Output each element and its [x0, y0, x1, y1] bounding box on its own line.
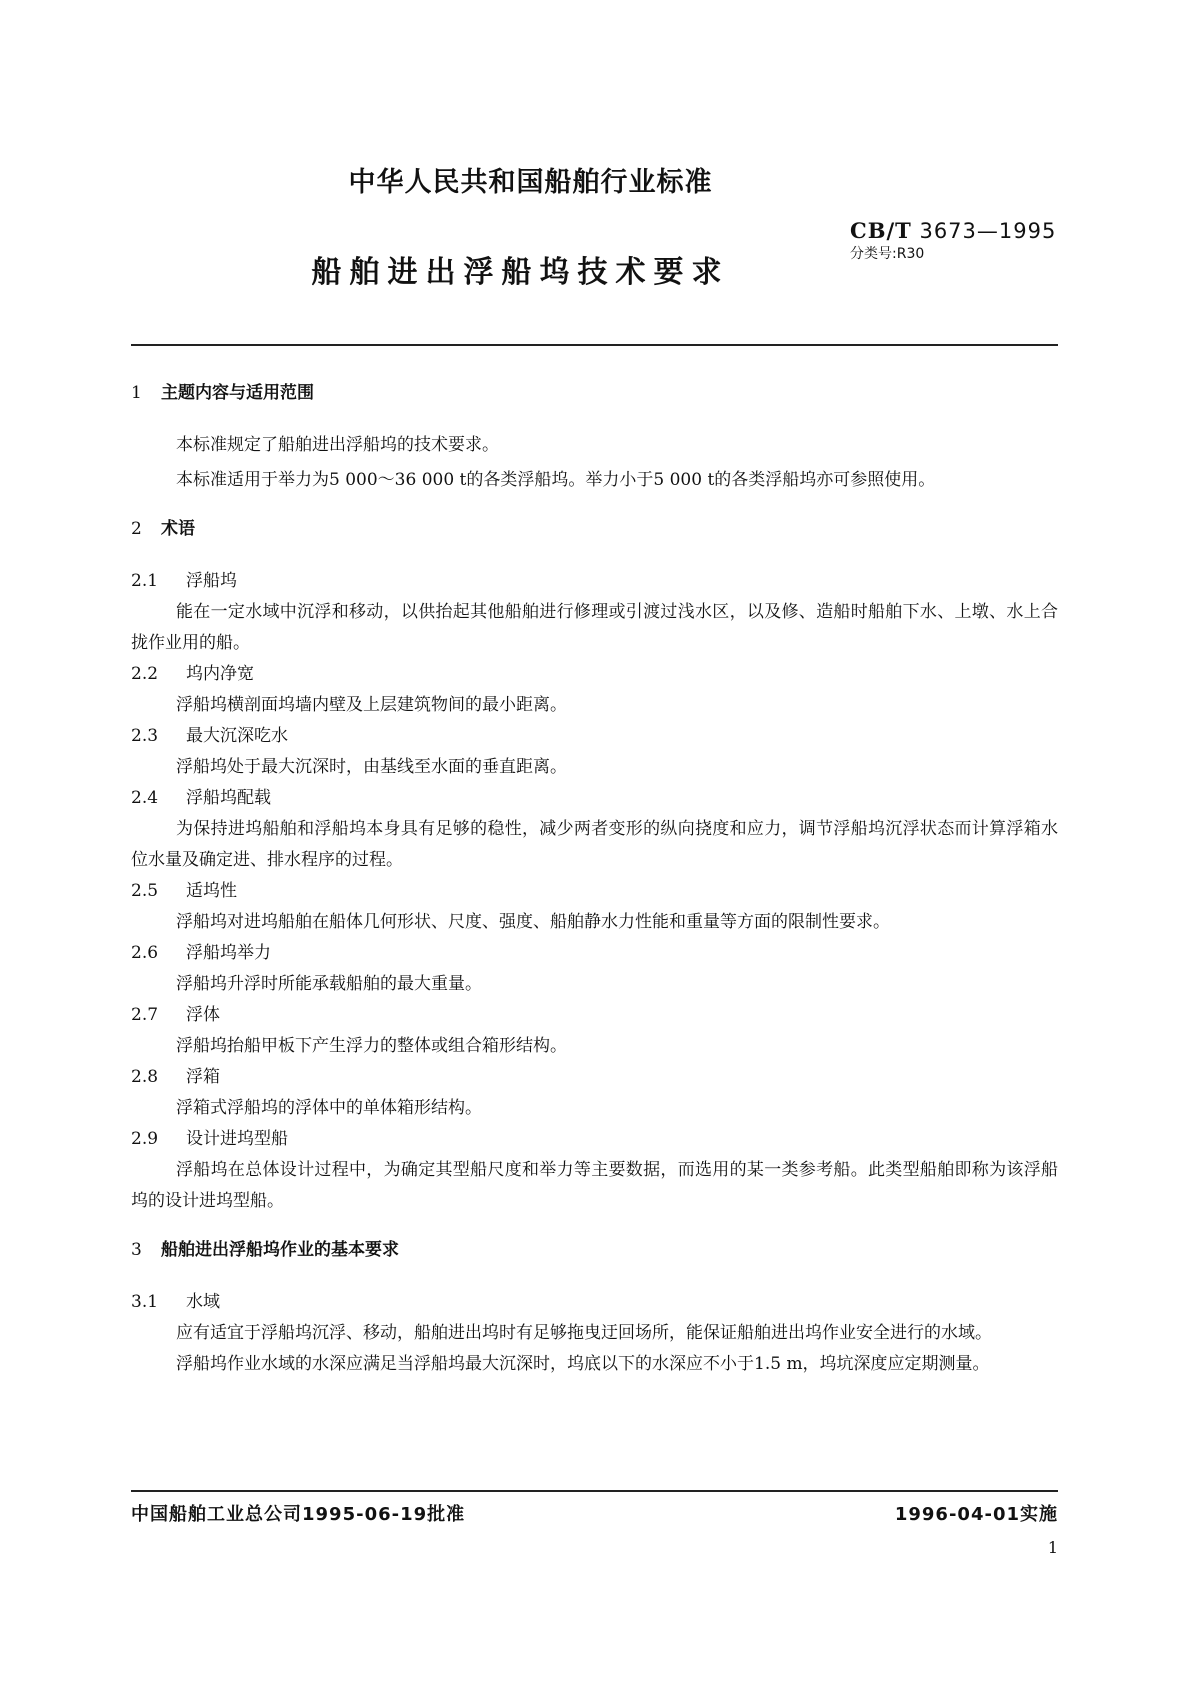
- section-number: 1: [131, 383, 142, 403]
- standard-org-title: 中华人民共和国船舶行业标准: [348, 167, 713, 198]
- term-number: 2.4: [131, 788, 159, 808]
- page-number: 1: [1047, 1538, 1058, 1557]
- clause-text: 浮船坞作业水域的水深应满足当浮船坞最大沉深时，坞底以下的水深应不小于1.5 m，坞坑深度应定期测量。: [176, 1354, 990, 1374]
- term-heading: [131, 783, 1058, 814]
- term-heading: [131, 721, 1058, 752]
- term-number: 2.8: [131, 1067, 159, 1087]
- clause-text: 应有适宜于浮船坞沉浮、移动，船舶进出坞时有足够拖曳迂回场所，能保证船舶进出坞作业安全进行的水域。: [176, 1323, 992, 1343]
- term-definition: 为保持进坞船舶和浮船坞本身具有足够的稳性，减少两者变形的纵向挠度和应力，调节浮船坞沉浮状态而计算浮箱水位水量及确定进、排水程序的过程。: [131, 819, 1058, 870]
- term-name: 浮箱: [186, 1067, 220, 1087]
- term-heading: [131, 938, 1058, 969]
- term-heading: [131, 876, 1058, 907]
- term-number: 2.9: [131, 1129, 159, 1149]
- header-divider: [131, 344, 1058, 346]
- term-number: 2.1: [131, 571, 159, 591]
- section-title: 船舶进出浮船坞作业的基本要求: [161, 1240, 399, 1260]
- term-number: 2.6: [131, 943, 159, 963]
- standard-code-prefix: CB/T: [850, 218, 912, 243]
- term-heading: [131, 1000, 1058, 1031]
- classification-number: 分类号:R30: [850, 246, 925, 262]
- approval-info: 中国船舶工业总公司1995-06-19批准: [131, 1504, 466, 1525]
- term-name: 设计进坞型船: [186, 1129, 288, 1149]
- term-definition: 浮船坞抬船甲板下产生浮力的整体或组合箱形结构。: [176, 1036, 567, 1056]
- paragraph: 本标准适用于举力为5 000～36 000 t的各类浮船坞。举力小于5 000 t的各类浮船坞亦可参照使用。: [176, 470, 936, 490]
- term-number: 2.7: [131, 1005, 159, 1025]
- term-name: 浮船坞: [186, 571, 237, 591]
- term-heading: [131, 1287, 1058, 1318]
- section-heading: [131, 514, 1058, 544]
- section-number: 3: [131, 1240, 142, 1260]
- section-heading: [131, 1235, 1058, 1265]
- term-name: 坞内净宽: [186, 664, 254, 684]
- term-name: 浮体: [186, 1005, 220, 1025]
- term-name: 浮船坞举力: [186, 943, 271, 963]
- term-number: 2.2: [131, 664, 159, 684]
- term-name: 适坞性: [186, 881, 237, 901]
- term-definition: 浮船坞在总体设计过程中，为确定其型船尺度和举力等主要数据，而选用的某一类参考船。此类型船舶即称为该浮船坞的设计进坞型船。: [131, 1160, 1058, 1211]
- term-heading: [131, 659, 1058, 690]
- document-title: 船舶进出浮船坞技术要求: [311, 255, 730, 290]
- standard-code: [850, 218, 1056, 243]
- paragraph: 本标准规定了船舶进出浮船坞的技术要求。: [176, 435, 499, 455]
- term-heading: [131, 1124, 1058, 1155]
- section-title: 术语: [161, 519, 195, 539]
- term-definition: 能在一定水域中沉浮和移动，以供抬起其他船舶进行修理或引渡过浅水区，以及修、造船时船舶下水、上墩、水上合拢作业用的船。: [131, 602, 1058, 653]
- document-body: [131, 378, 1058, 1380]
- term-definition: 浮船坞处于最大沉深时，由基线至水面的垂直距离。: [176, 757, 567, 777]
- term-number: 2.5: [131, 881, 159, 901]
- term-definition: 浮船坞对进坞船舶在船体几何形状、尺度、强度、船舶静水力性能和重量等方面的限制性要求。: [176, 912, 890, 932]
- effective-date: 1996-04-01实施: [894, 1504, 1058, 1525]
- footer-divider: [131, 1490, 1058, 1492]
- section-number: 2: [131, 519, 142, 539]
- section-heading: [131, 378, 1058, 408]
- term-definition: 浮船坞升浮时所能承载船舶的最大重量。: [176, 974, 482, 994]
- term-heading: [131, 1062, 1058, 1093]
- standard-code-number: 3673—1995: [919, 219, 1057, 243]
- term-definition: 浮船坞横剖面坞墙内壁及上层建筑物间的最小距离。: [176, 695, 567, 715]
- term-name: 最大沉深吃水: [186, 726, 288, 746]
- section-title: 主题内容与适用范围: [161, 383, 314, 403]
- term-number: 2.3: [131, 726, 159, 746]
- term-name: 浮船坞配载: [186, 788, 271, 808]
- term-definition: 浮箱式浮船坞的浮体中的单体箱形结构。: [176, 1098, 482, 1118]
- term-number: 3.1: [131, 1292, 159, 1312]
- term-name: 水域: [186, 1292, 220, 1312]
- term-heading: [131, 566, 1058, 597]
